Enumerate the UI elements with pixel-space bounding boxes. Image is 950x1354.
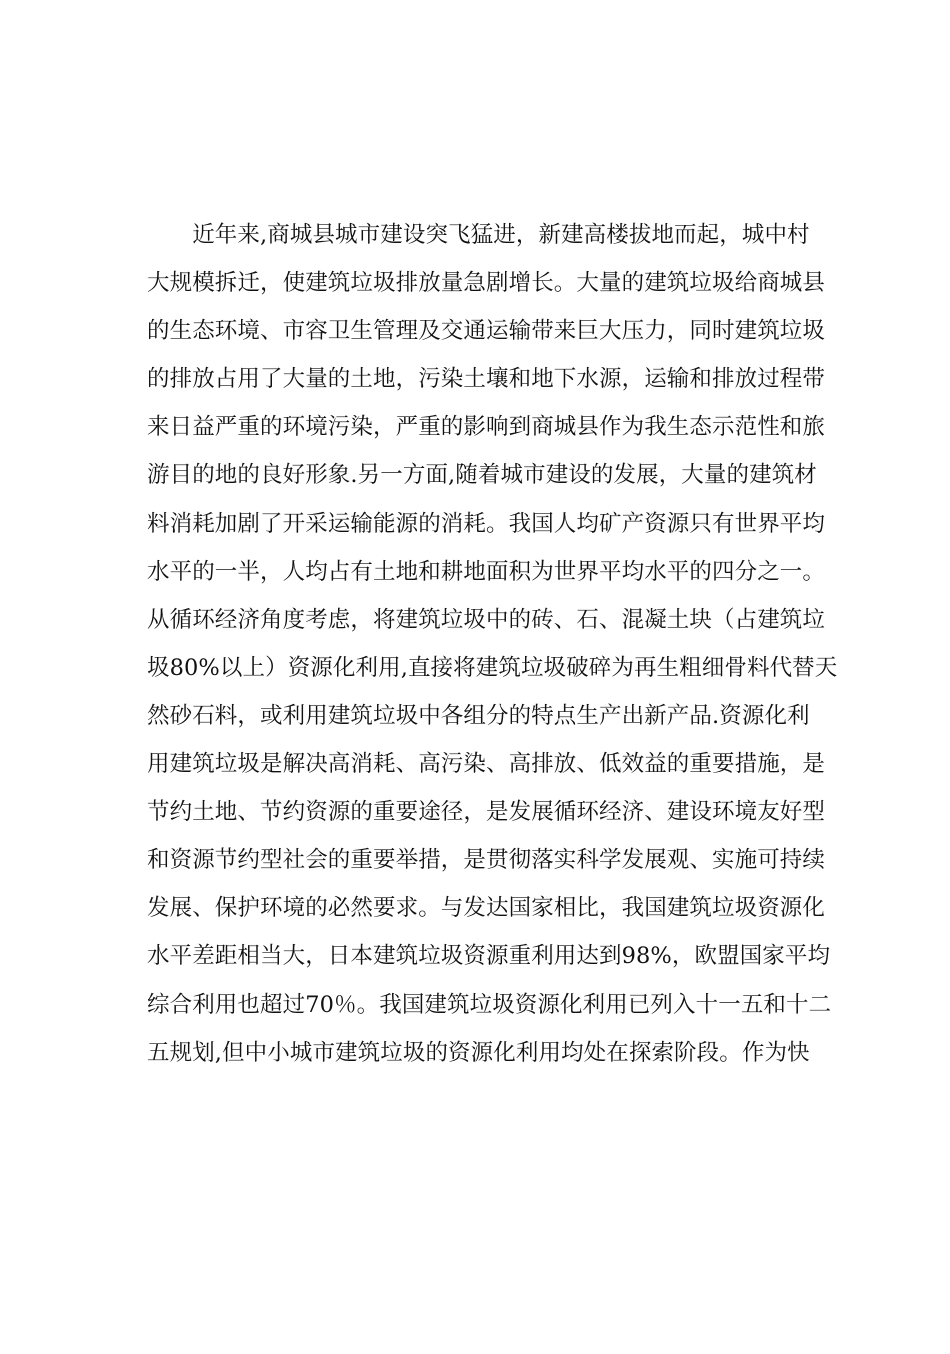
text-line: 来日益严重的环境污染，严重的影响到商城县作为我生态示范性和旅 [147,414,826,441]
text-line: 节约土地、节约资源的重要途径，是发展循环经济、建设环境友好型 [147,799,826,826]
text-line: 的生态环境、市容卫生管理及交通运输带来巨大压力，同时建筑垃圾 [147,318,826,345]
text-line: 综合利用也超过70％。我国建筑垃圾资源化利用已列入十一五和十二 [147,991,832,1018]
text-line: 发展、保护环境的必然要求。与发达国家相比，我国建筑垃圾资源化 [147,895,826,922]
text-line: 的排放占用了大量的土地，污染土壤和地下水源，运输和排放过程带 [147,366,826,393]
text-line: 和资源节约型社会的重要举措，是贯彻落实科学发展观、实施可持续 [147,847,826,874]
text-line: 圾80%以上）资源化利用,直接将建筑垃圾破碎为再生粗细骨料代替天 [147,654,838,681]
text-line: 五规划,但中小城市建筑垃圾的资源化利用均处在探索阶段。作为快 [147,1039,810,1066]
text-line: 从循环经济角度考虑，将建筑垃圾中的砖、石、混凝土块（占建筑垃 [147,606,826,633]
text-line: 游目的地的良好形象.另一方面,随着城市建设的发展，大量的建筑材 [147,462,817,489]
text-line: 用建筑垃圾是解决高消耗、高污染、高排放、低效益的重要措施，是 [147,751,826,778]
text-line: 近年来,商城县城市建设突飞猛进，新建高楼拔地而起，城中村 [147,222,810,248]
text-line: 大规模拆迁，使建筑垃圾排放量急剧增长。大量的建筑垃圾给商城县 [147,270,826,297]
text-line: 然砂石料，或利用建筑垃圾中各组分的特点生产出新产品.资源化利 [147,702,810,729]
text-line: 水平差距相当大，日本建筑垃圾资源重利用达到98%，欧盟国家平均 [147,943,831,970]
body-paragraph [147,218,838,1084]
text-line: 料消耗加剧了开采运输能源的消耗。我国人均矿产资源只有世界平均 [147,510,826,537]
text-line: 水平的一半，人均占有土地和耕地面积为世界平均水平的四分之一。 [147,558,826,585]
